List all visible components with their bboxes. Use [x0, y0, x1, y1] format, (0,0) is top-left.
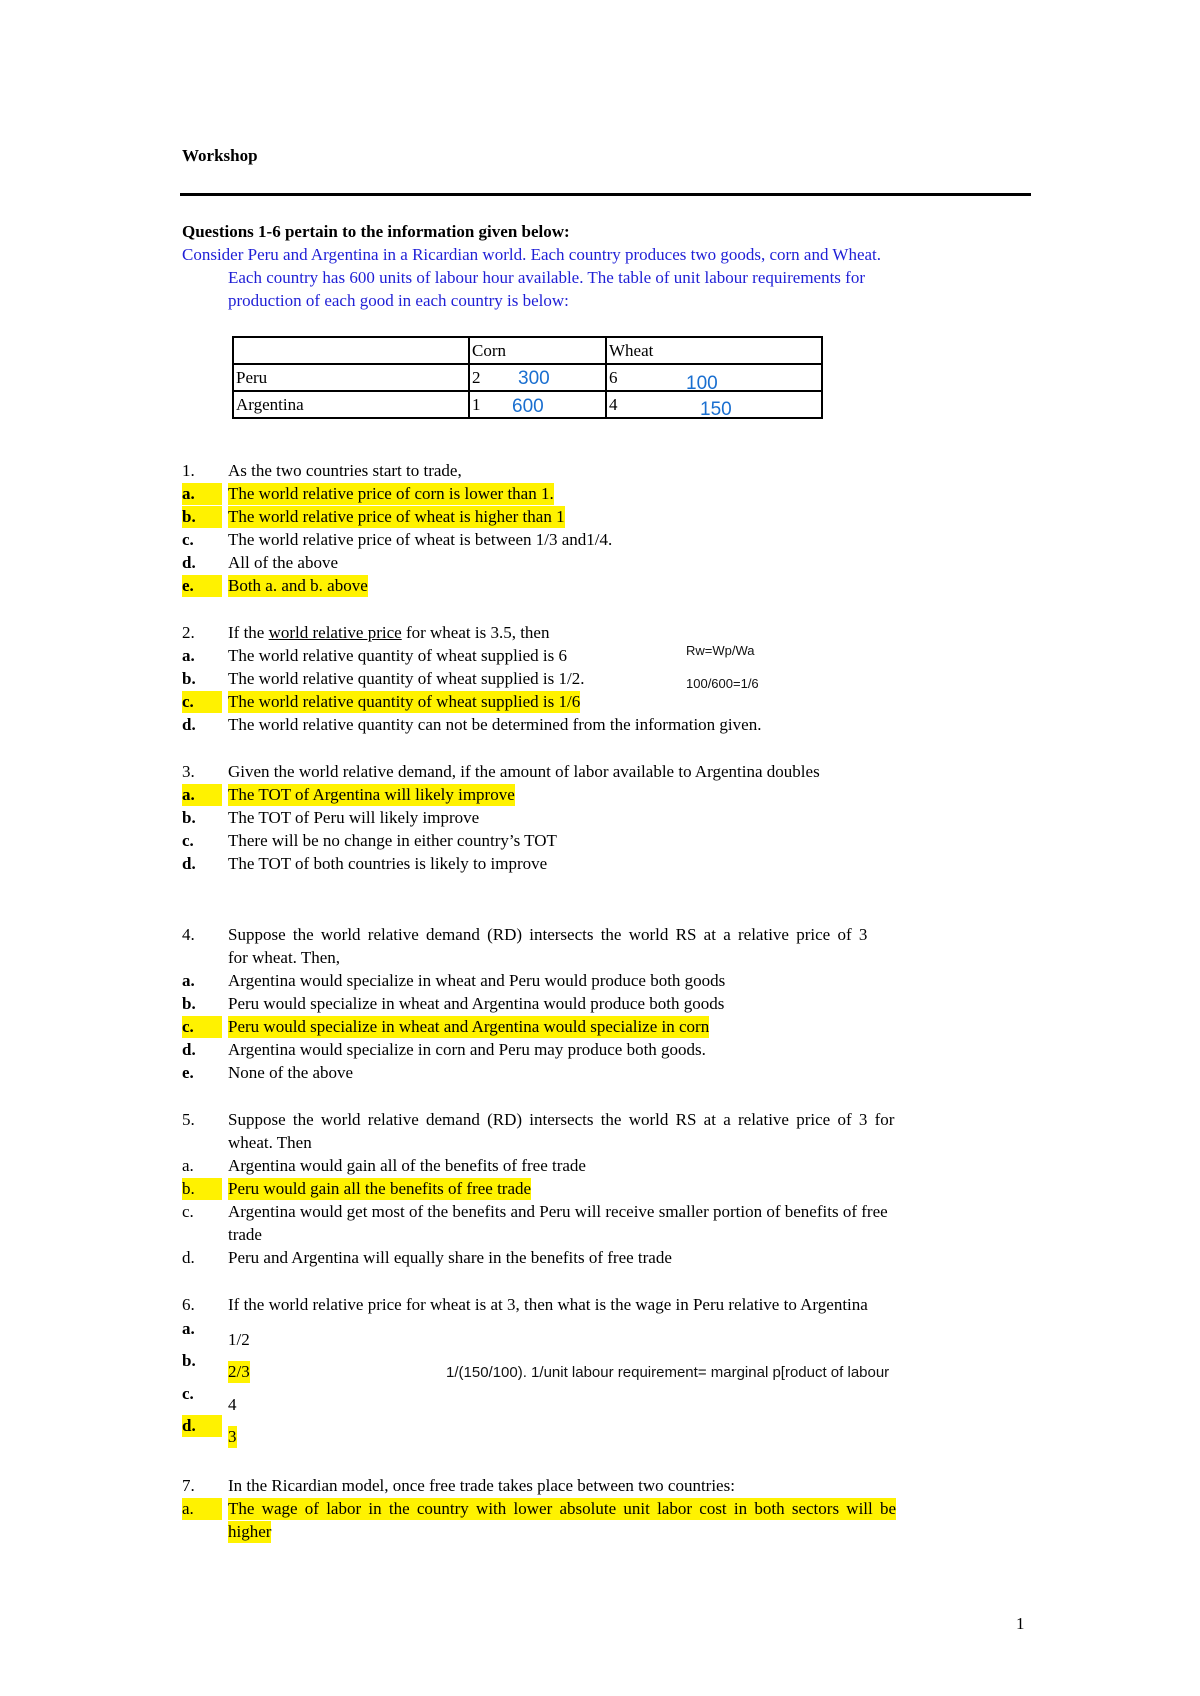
- question-number: 2.: [182, 623, 195, 642]
- option-letter: c.: [182, 691, 222, 713]
- question-stem: Given the world relative demand, if the amount of labor available to Argentina doubles: [228, 762, 820, 781]
- country-cell: Peru: [233, 364, 469, 391]
- question-stem: [228, 622, 549, 644]
- option-text: 4: [228, 1395, 237, 1414]
- handwritten-note: 600: [512, 396, 544, 417]
- option-letter: a.: [182, 971, 195, 990]
- question-stem: Suppose the world relative demand (RD) intersects the world RS at a relative price of 3 for: [228, 1110, 895, 1129]
- wheat-cell: 4: [606, 391, 822, 418]
- option-text: Argentina would specialize in wheat and Peru would produce both goods: [228, 971, 726, 990]
- question-stem: Suppose the world relative demand (RD) intersects the world RS at a relative price of 3: [228, 925, 868, 944]
- option-text: All of the above: [228, 553, 338, 572]
- option-text: The TOT of Peru will likely improve: [228, 808, 480, 827]
- option-text: Both a. and b. above: [228, 576, 368, 595]
- option-text: The world relative quantity can not be determined from the information given.: [228, 715, 762, 734]
- table-header-row: [233, 337, 822, 364]
- option-letter: c.: [182, 530, 194, 549]
- intro-heading: Questions 1-6 pertain to the information given below:: [182, 222, 570, 241]
- option-letter: a.: [182, 483, 222, 505]
- option-letter: d.: [182, 1415, 222, 1437]
- option-letter: b.: [182, 1178, 222, 1200]
- option-letter: d.: [182, 1248, 195, 1267]
- option-text: The wage of labor in the country with lower absolute unit labor cost in both sectors will be: [228, 1499, 897, 1518]
- intro-line-3: production of each good in each country is below:: [228, 291, 569, 310]
- option-letter: c.: [182, 1384, 194, 1403]
- option-text: There will be no change in either country’s TOT: [228, 831, 557, 850]
- option-letter: c.: [182, 831, 194, 850]
- option-letter: d.: [182, 715, 196, 734]
- question-stem: As the two countries start to trade,: [228, 461, 462, 480]
- corn-cell: 2: [469, 364, 606, 391]
- option-letter: b.: [182, 808, 196, 827]
- question-number: 4.: [182, 925, 195, 944]
- margin-note: 100/600=1/6: [686, 676, 759, 691]
- option-letter: a.: [182, 784, 222, 806]
- option-text: Peru would gain all the benefits of free trade: [228, 1179, 532, 1198]
- page-number: 1: [1016, 1614, 1025, 1633]
- handwritten-note: 300: [518, 368, 550, 389]
- option-text: 2/3: [228, 1362, 250, 1381]
- margin-note: 1/(150/100). 1/unit labour requirement= marginal p[roduct of labour: [446, 1364, 890, 1381]
- question-number: 1.: [182, 461, 195, 480]
- question-number: 7.: [182, 1476, 195, 1495]
- option-letter: e.: [182, 575, 222, 597]
- wheat-cell: 6: [606, 364, 822, 391]
- option-letter: d.: [182, 553, 196, 572]
- option-letter: b.: [182, 506, 222, 528]
- option-text-cont: higher: [228, 1522, 272, 1541]
- document-title: Workshop: [182, 146, 258, 165]
- question-number: 3.: [182, 762, 195, 781]
- question-stem: In the Ricardian model, once free trade takes place between two countries:: [228, 1476, 735, 1495]
- intro-line-1: Consider Peru and Argentina in a Ricardian world. Each country produces two goods, corn and Wheat.: [182, 245, 882, 264]
- question-number: 5.: [182, 1110, 195, 1129]
- option-text: None of the above: [228, 1063, 354, 1082]
- margin-note: Rw=Wp/Wa: [686, 643, 755, 658]
- option-text: Peru would specialize in wheat and Argentina would specialize in corn: [228, 1017, 710, 1036]
- option-text: 3: [228, 1427, 237, 1446]
- option-letter: b.: [182, 1351, 196, 1370]
- option-letter: a.: [182, 1156, 194, 1175]
- option-text: The world relative quantity of wheat supplied is 1/2.: [228, 669, 585, 688]
- option-text: Peru would specialize in wheat and Argentina would produce both goods: [228, 994, 725, 1013]
- option-text: The world relative price of wheat is between 1/3 and1/4.: [228, 530, 613, 549]
- option-text: Argentina would get most of the benefits and Peru will receive smaller portion of benefits of free: [228, 1202, 888, 1221]
- option-letter: e.: [182, 1063, 194, 1082]
- table-header-cell: [233, 337, 469, 364]
- option-letter: b.: [182, 994, 196, 1013]
- option-letter: c.: [182, 1016, 222, 1038]
- option-letter: c.: [182, 1202, 194, 1221]
- handwritten-note: 150: [700, 399, 732, 420]
- option-text-cont: trade: [228, 1225, 262, 1244]
- option-letter: d.: [182, 854, 196, 873]
- option-text: The TOT of both countries is likely to improve: [228, 854, 548, 873]
- option-text: The world relative quantity of wheat supplied is 6: [228, 646, 567, 665]
- table-header-cell: Wheat: [606, 337, 822, 364]
- option-text: 1/2: [228, 1330, 250, 1349]
- option-text: The world relative quantity of wheat supplied is 1/6: [228, 692, 581, 711]
- stem-underlined: world relative price: [268, 623, 402, 642]
- option-text: Argentina would specialize in corn and Peru may produce both goods.: [228, 1040, 706, 1059]
- question-stem: If the world relative price for wheat is at 3, then what is the wage in Peru relative to Argentina: [228, 1295, 868, 1314]
- question-stem-cont: for wheat. Then,: [228, 948, 341, 967]
- option-letter: a.: [182, 1319, 195, 1338]
- question-number: 6.: [182, 1295, 195, 1314]
- handwritten-note: 100: [686, 373, 718, 394]
- stem-part: for wheat is 3.5, then: [401, 623, 550, 642]
- option-letter: d.: [182, 1040, 196, 1059]
- title-divider: [180, 193, 1031, 196]
- option-text: The TOT of Argentina will likely improve: [228, 785, 515, 804]
- option-text: Peru and Argentina will equally share in the benefits of free trade: [228, 1248, 672, 1267]
- intro-line-2: Each country has 600 units of labour hour available. The table of unit labour requirements for: [228, 268, 865, 287]
- country-cell: Argentina: [233, 391, 469, 418]
- option-text: The world relative price of wheat is higher than 1: [228, 507, 565, 526]
- stem-part: If the: [228, 623, 269, 642]
- option-letter: a.: [182, 646, 195, 665]
- option-letter: b.: [182, 669, 196, 688]
- option-text: Argentina would gain all of the benefits of free trade: [228, 1156, 586, 1175]
- table-header-cell: Corn: [469, 337, 606, 364]
- option-text: The world relative price of corn is lower than 1.: [228, 484, 554, 503]
- option-letter: a.: [182, 1498, 222, 1520]
- question-stem-cont: wheat. Then: [228, 1133, 312, 1152]
- corn-cell: 1: [469, 391, 606, 418]
